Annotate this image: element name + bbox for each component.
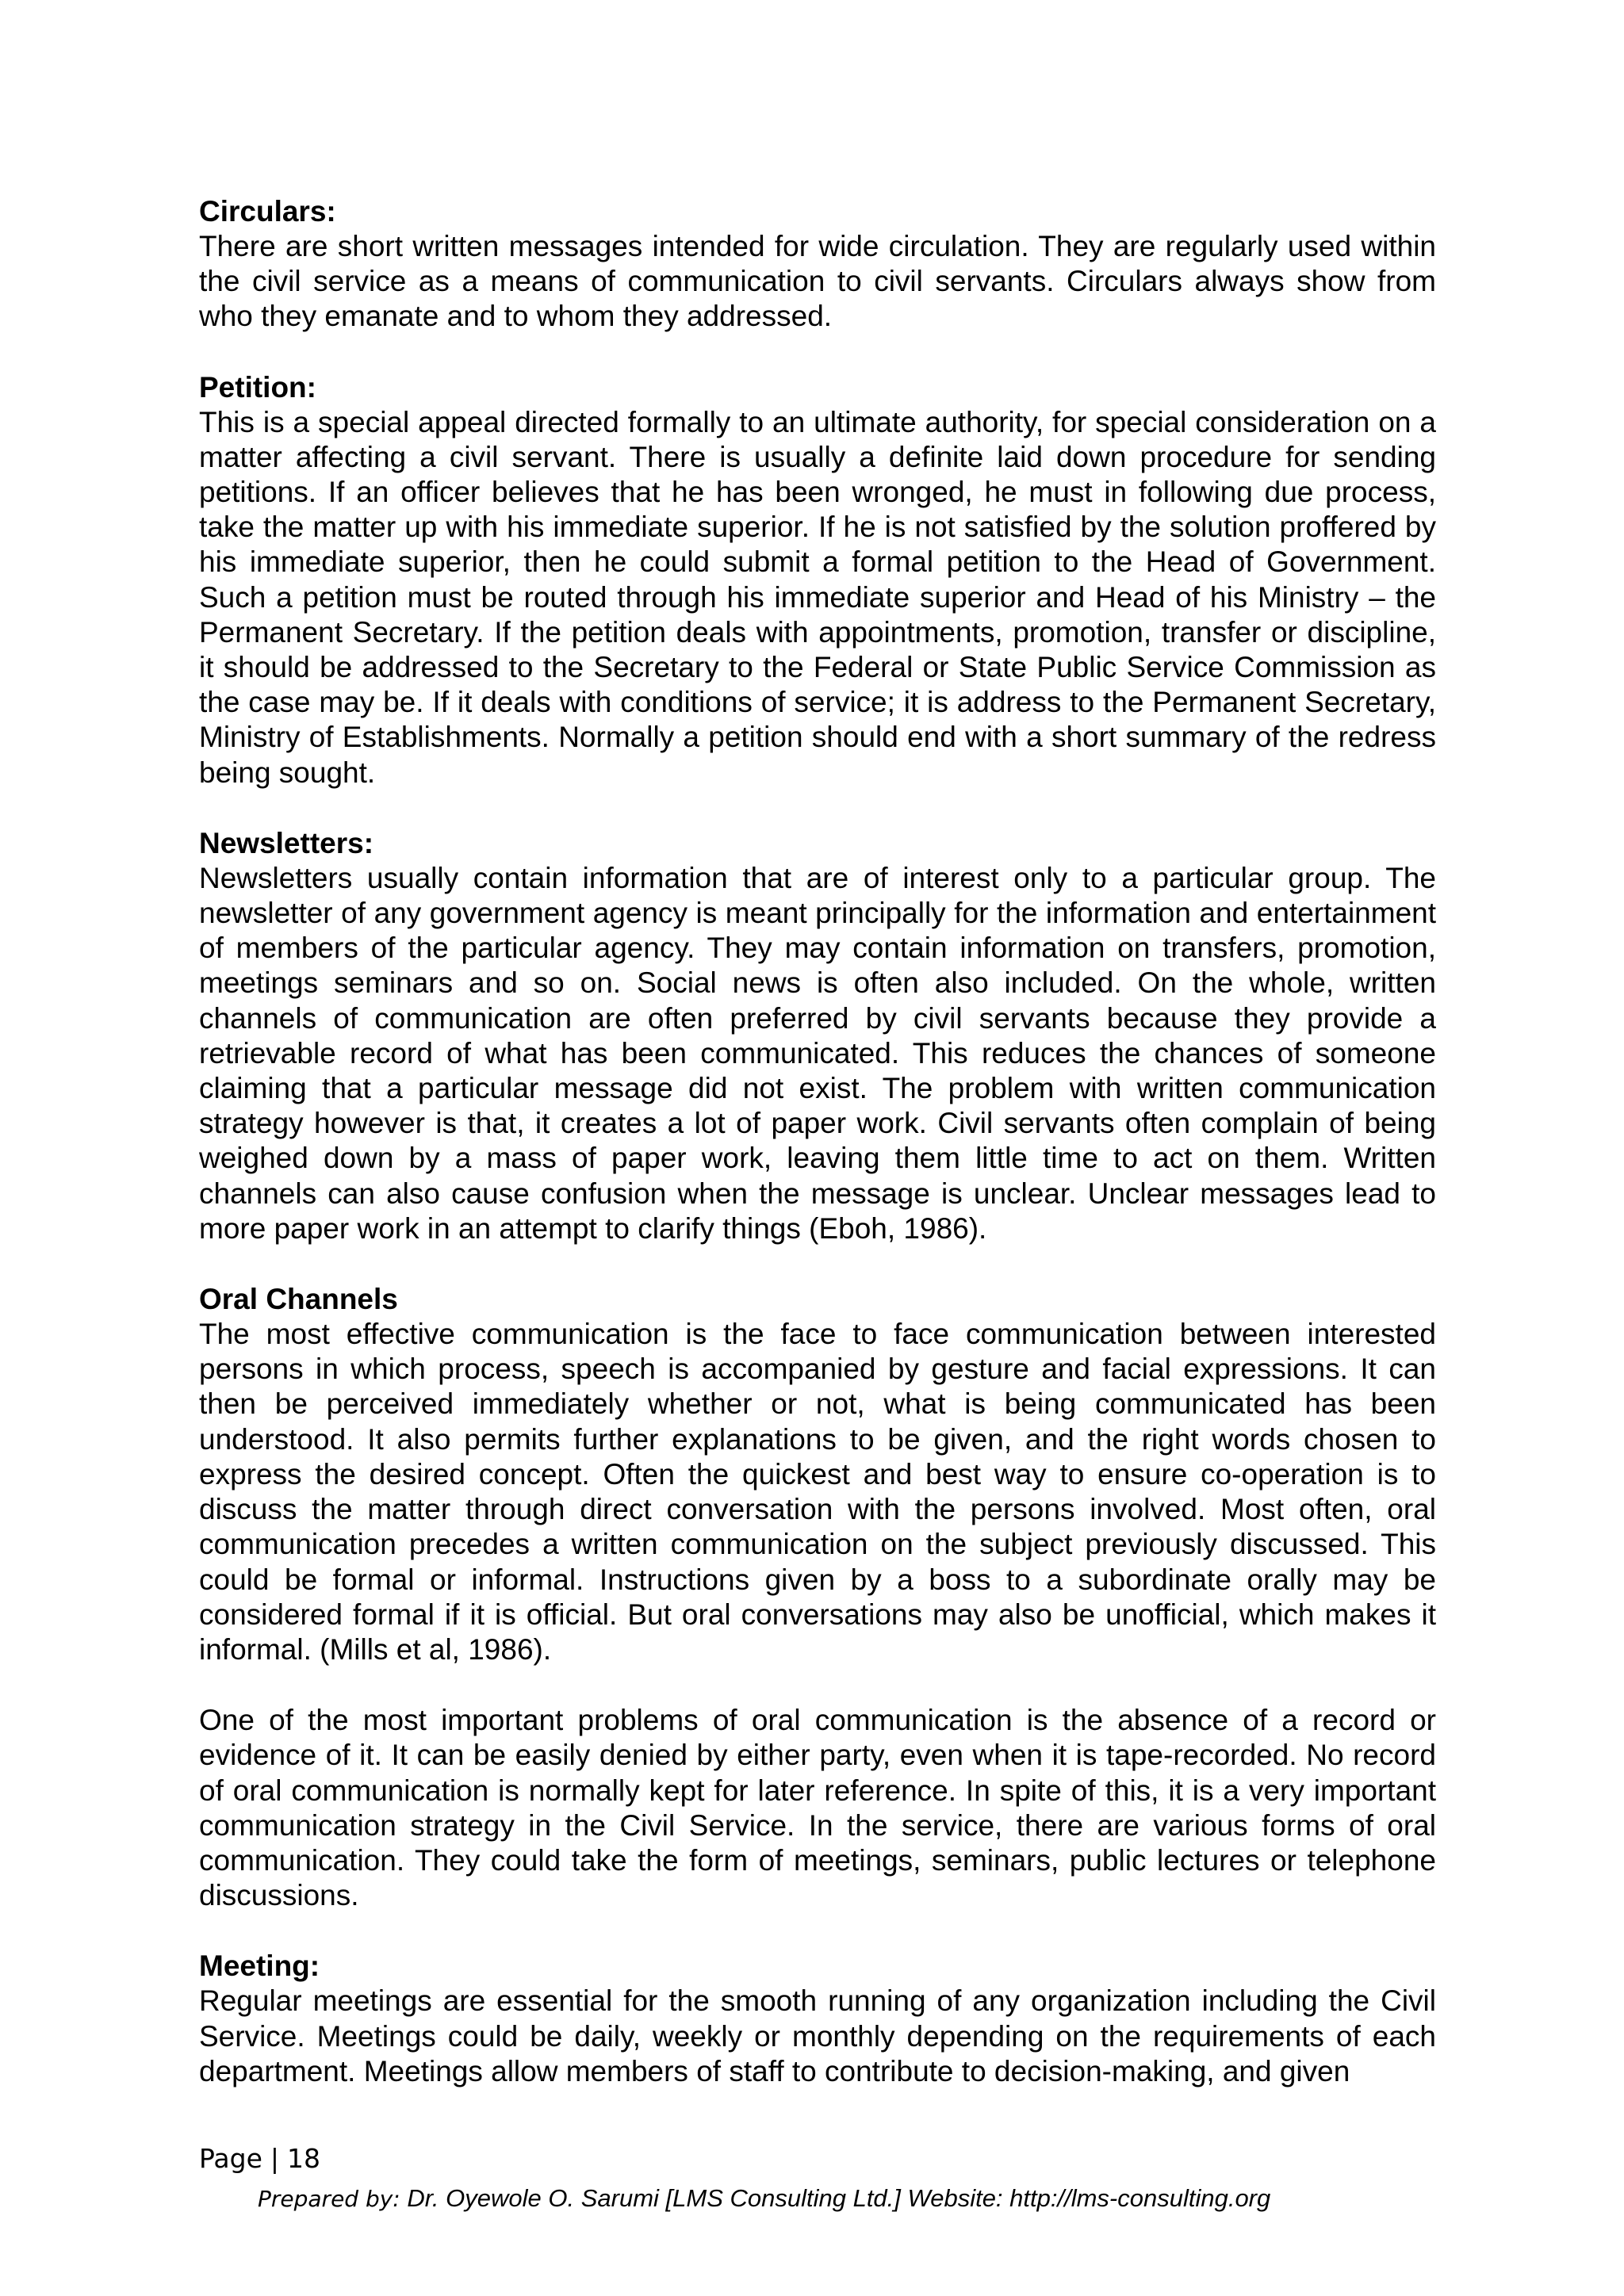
paragraph: The most effective communication is the face to face communication between interested persons in which process, speech is accompanied by gesture and facial expressions. It can then be perceived immediately whether or not, what is being communicated has been understood. It also permits further explanations to be given, and the right words chosen to express the desired concept. Often the quickest and best way to ensure co-operation is to discuss the matter through direct conversation with the persons involved. Most often, oral communication precedes a written communication on the subject previously discussed. This could be formal or informal. Instructions given by a boss to a subordinate orally may be considered formal if it is official. But oral conversations may also be unofficial, which makes it informal. (Mills et al, 1986). (199, 1318, 1436, 1666)
section-circulars (199, 194, 1436, 335)
paragraph: This is a special appeal directed formally to an ultimate authority, for special consideration on a matter affecting a civil servant. There is usually a definite laid down procedure for sending petitions. If an officer believes that he has been wronged, he must in following due process, take the matter up with his immediate superior. If he is not satisfied by the solution proffered by his immediate superior, then he could submit a formal petition to the Head of Government. Such a petition must be routed through his immediate superior and Head of his Ministry – the Permanent Secretary. If the petition deals with appointments, promotion, transfer or discipline, it should be addressed to the Secretary to the Federal or State Public Service Commission as the case may be. If it deals with conditions of service; it is address to the Permanent Secretary, Ministry of Establishments. Normally a petition should end with a short summary of the redress being sought. (199, 405, 1436, 789)
section-heading: Newsletters: (199, 826, 374, 859)
section-heading: Meeting: (199, 1950, 320, 1983)
page-number-line (199, 2143, 1547, 2175)
paragraph: One of the most important problems of oral communication is the absence of a record or evidence of it. It can be easily denied by either party, even when it is tape-recorded. No record of oral communication is normally kept for later reference. In spite of this, it is a very important communication strategy in the Civil Service. In the service, there are various forms of oral communication. They could take the form of meetings, seminars, public lectures or telephone discussions. (199, 1704, 1436, 1912)
page-separator: | (270, 2143, 280, 2174)
prepared-by-line (258, 2183, 1547, 2215)
document-body (199, 194, 1436, 2125)
page-footer (199, 2143, 1547, 2215)
section-heading: Circulars: (199, 195, 336, 228)
section-oral-channels (199, 1282, 1436, 1667)
section-meeting (199, 1949, 1436, 2089)
paragraph: Newsletters usually contain information that are of interest only to a particular group. The newsletter of any government agency is meant principally for the information and entertainment of members of the particular agency. They may contain information on transfers, promotion, meetings seminars and so on. Social news is often also included. On the whole, written channels of communication are often preferred by civil servants because they provide a retrievable record of what has been communicated. This reduces the chances of someone claiming that a particular message did not exist. The problem with written communication strategy however is that, it creates a lot of paper work. Civil servants often complain of being weighed down by a mass of paper work, leaving them little time to act on them. Written channels can also cause confusion when the message is unclear. Unclear messages lead to more paper work in an attempt to clarify things (Eboh, 1986). (199, 861, 1436, 1245)
section-heading: Oral Channels (199, 1283, 398, 1316)
page-number: 18 (287, 2143, 321, 2174)
prepared-by-text: Dr. Oyewole O. Sarumi [LMS Consulting Ltd.] Website: http://lms-consulting.org (407, 2184, 1271, 2212)
page-label: Page (199, 2143, 262, 2174)
section-heading: Petition: (199, 370, 316, 404)
paragraph: There are short written messages intended for wide circulation. They are regularly used within the civil service as a means of communication to civil servants. Circulars always show from who they emanate and to whom they addressed. (199, 230, 1436, 333)
section-oral-problems (199, 1703, 1436, 1913)
section-newsletters (199, 826, 1436, 1246)
section-petition (199, 370, 1436, 790)
paragraph: Regular meetings are essential for the smooth running of any organization including the Civil Service. Meetings could be daily, weekly or monthly depending on the requirements of each department. Meetings allow members of staff to contribute to decision-making, and given (199, 1984, 1436, 2087)
prepared-by-label: Prepared by: (258, 2186, 400, 2212)
